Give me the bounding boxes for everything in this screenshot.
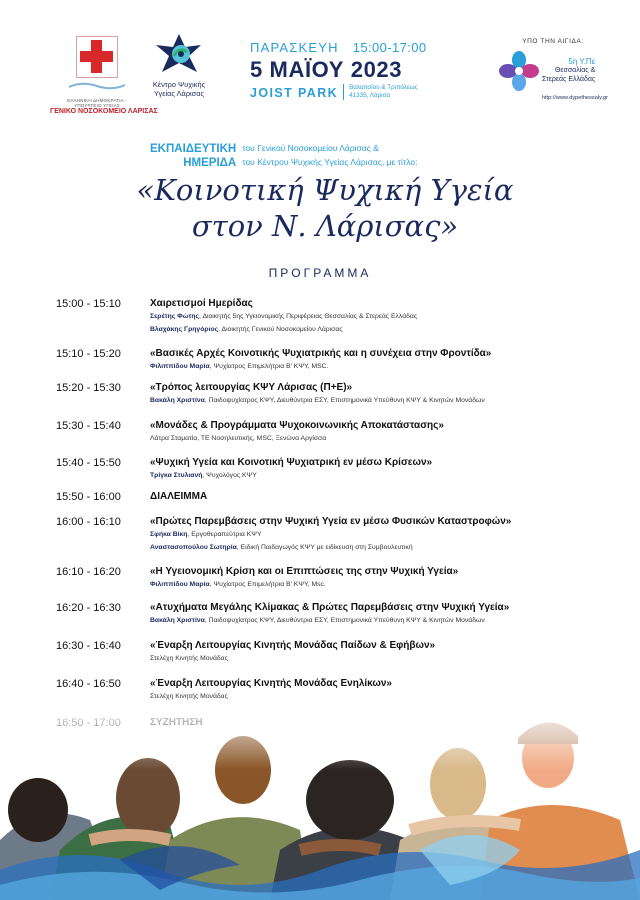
speaker-name: Τρίγκα Στυλιανή: [150, 472, 203, 479]
event-venue: JOIST PARK: [250, 86, 339, 101]
slot-time: 15:40 - 15:50: [56, 457, 121, 469]
slot-speaker: [150, 617, 485, 624]
auspices-label: ΥΠΟ ΤΗΝ ΑΙΓΙΔΑ:: [522, 38, 584, 45]
speaker-role: , Ψυχίατρος Επιμελήτρια Β' ΚΨΥ, MSC.: [209, 363, 329, 370]
slot-speaker: [150, 313, 417, 320]
speaker-name: Σφήκα Βίκη: [150, 531, 188, 538]
speaker-role: , Διοικητής 5ης Υγειονομικής Περιφέρειας Θεσσαλίας & Στερεάς Ελλάδας: [199, 313, 418, 320]
slot-title: «Ψυχική Υγεία και Κοινοτική Ψυχιατρική εν μέσω Κρίσεων»: [150, 457, 433, 468]
slot-time: 15:00 - 15:10: [56, 298, 121, 310]
slot-title: «Η Υγειονομική Κρίση και οι Επιπτώσεις της στην Ψυχική Υγεία»: [150, 566, 459, 577]
ype-line2: Θεσσαλίας &: [554, 67, 596, 75]
center-name-line2: Υγείας Λάρισας: [153, 89, 205, 98]
slot-title: «Πρώτες Παρεμβάσεις στην Ψυχική Υγεία εν μέσω Φυσικών Καταστροφών»: [150, 516, 512, 527]
speaker-name: Βλαχάκης Γρηγόριος: [150, 326, 219, 333]
slot-time: 16:30 - 16:40: [56, 640, 121, 652]
center-name-line1: Κέντρο Ψυχικής: [152, 80, 206, 89]
hospital-cross-icon: [76, 36, 118, 78]
people-group-illustration: [0, 700, 640, 900]
ype-flower-icon: [498, 50, 540, 92]
speaker-role: , Παιδοψυχίατρος ΚΨΥ, Διευθύντρια ΕΣΥ, Επιστημονικά Υπεύθυνη ΚΨΥ & Κινητών Μονάδων: [204, 397, 485, 404]
intro-left-line2: ΗΜΕΡΙΔΑ: [183, 157, 237, 170]
intro-left-line1: ΕΚΠΑΙΔΕΥΤΙΚΗ: [150, 143, 237, 155]
slot-time: 15:10 - 15:20: [56, 348, 121, 360]
slot-speaker: [150, 363, 328, 370]
speaker-role: , Διοικητής Γενικού Νοσοκομείου Λάρισας: [218, 326, 343, 333]
slot-time: 16:10 - 16:20: [56, 566, 121, 578]
mental-health-star-icon: [152, 32, 206, 78]
slot-time: 15:30 - 15:40: [56, 420, 121, 432]
ype-name: [542, 57, 595, 85]
slot-speaker: [150, 472, 257, 479]
slot-title: «Έναρξη Λειτουργίας Κινητής Μονάδας Ενηλίκων»: [150, 678, 392, 689]
slot-speaker: [150, 693, 228, 700]
slot-title: «Ατυχήματα Μεγάλης Κλίμακας & Πρώτες Παρεμβάσεις στην Ψυχική Υγεία»: [150, 602, 510, 613]
intro-right-line2: του Κέντρου Ψυχικής Υγείας Λάρισας, με τίτλο:: [242, 157, 418, 168]
speaker-role: Στελέχη Κινητής Μονάδας: [150, 655, 228, 662]
hospital-logo: [50, 36, 158, 115]
event-address-line2: 41335, Λάρισα: [349, 91, 391, 99]
ype-line1: 5η Υ.Πε: [568, 57, 596, 67]
slot-title: ΔΙΑΛΕΙΜΜΑ: [150, 491, 208, 502]
ype-line3: Στερεάς Ελλάδας: [542, 76, 596, 83]
slot-speaker: [150, 397, 485, 404]
event-day: ΠΑΡΑΣΚΕΥΗ: [250, 40, 339, 55]
event-title-line2: στον Ν. Λάρισας»: [191, 209, 459, 244]
speaker-name: Αναστασοπούλου Σωτηρία: [150, 544, 237, 551]
slot-speaker: [150, 581, 326, 588]
event-day-time: [250, 40, 450, 55]
speaker-name: Βακάλη Χριστίνα: [150, 397, 205, 404]
hospital-name: ΓΕΝΙΚΟ ΝΟΣΟΚΟΜΕΙΟ ΛΑΡΙΣΑΣ: [50, 108, 158, 115]
hospital-wave-icon: [67, 81, 127, 91]
event-intro: [150, 141, 550, 171]
speaker-role: Στελέχη Κινητής Μονάδας: [150, 693, 228, 700]
slot-speaker: [150, 655, 228, 662]
programme-heading: ΠΡΟΓΡΑΜΜΑ: [268, 266, 372, 280]
speaker-role: , Εργοθεραπεύτρια ΚΨΥ: [187, 531, 262, 538]
mental-health-center-logo: [147, 32, 211, 98]
event-date: 5 ΜΑΪΟΥ 2023: [250, 57, 403, 82]
slot-title: Χαιρετισμοί Ημερίδας: [150, 298, 253, 309]
slot-time: 15:50 - 16:00: [56, 491, 121, 503]
speaker-role: , Ψυχολόγος ΚΨΥ: [202, 472, 257, 479]
speaker-role: , Παιδοψυχίατρος ΚΨΥ, Διευθύντρια ΕΣΥ, Επιστημονικά Υπεύθυνη ΚΨΥ & Κινητών Μονάδων: [204, 617, 485, 624]
speaker-role: , Ψυχίατρος Επιμελήτρια Β' ΚΨΥ, Msc.: [209, 581, 326, 588]
slot-time: 16:40 - 16:50: [56, 678, 121, 690]
slot-title: «Μονάδες & Προγράμματα Ψυχοκοινωνικής Αποκατάστασης»: [150, 420, 444, 431]
slot-time: 16:20 - 16:30: [56, 602, 121, 614]
event-address: [343, 84, 418, 100]
slot-time: 16:00 - 16:10: [56, 516, 121, 528]
slot-speaker: [150, 326, 343, 333]
speaker-name: Φιλιππίδου Μαρία: [150, 363, 210, 370]
slot-title: «Έναρξη Λειτουργίας Κινητής Μονάδας Παίδων & Εφήβων»: [150, 640, 436, 651]
slot-time: 15:20 - 15:30: [56, 382, 121, 394]
speaker-name: Φιλιππίδου Μαρία: [150, 581, 210, 588]
intro-right-line1: του Γενικού Νοσοκομείου Λάρισας &: [242, 143, 379, 153]
ype-logo: [498, 38, 608, 101]
speaker-name: Βακάλη Χριστίνα: [150, 617, 205, 624]
speaker-role: , Ειδική Παιδαγωγός ΚΨΥ με ειδίκευση στη Συμβουλευτική: [236, 544, 413, 551]
ype-url-link[interactable]: http://www.dypethessaly.gr: [541, 95, 608, 101]
slot-speaker: [150, 435, 326, 442]
event-address-line1: Βαλαιτσίου & Τριπόλεως: [349, 83, 418, 91]
slot-title: «Τρόπος λειτουργίας ΚΨΥ Λάρισας (Π+Ε)»: [150, 382, 353, 393]
slot-speaker: [150, 531, 262, 538]
slot-title: «Βασικές Αρχές Κοινοτικής Ψυχιατρικής και η συνέχεια στην Φροντίδα»: [150, 348, 492, 359]
speaker-name: Σερέτης Φώτης: [150, 313, 200, 320]
event-time: 15:00-17:00: [352, 40, 427, 55]
event-title-line1: «Κοινοτική Ψυχική Υγεία: [136, 173, 514, 207]
event-info: [250, 40, 450, 101]
slot-speaker: [150, 544, 413, 551]
hospital-small-text: ΕΛΛΗΝΙΚΗ ΔΗΜΟΚΡΑΤΙΑ · ΥΠΟΥΡΓΕΙΟ ΥΓΕΙΑΣ: [67, 98, 127, 108]
speaker-role: Λάτρα Σταματία, ΤΕ Νοσηλευτικής, MSC, Ξενώνα Αργίσσα: [150, 435, 327, 442]
event-title: [110, 172, 540, 245]
